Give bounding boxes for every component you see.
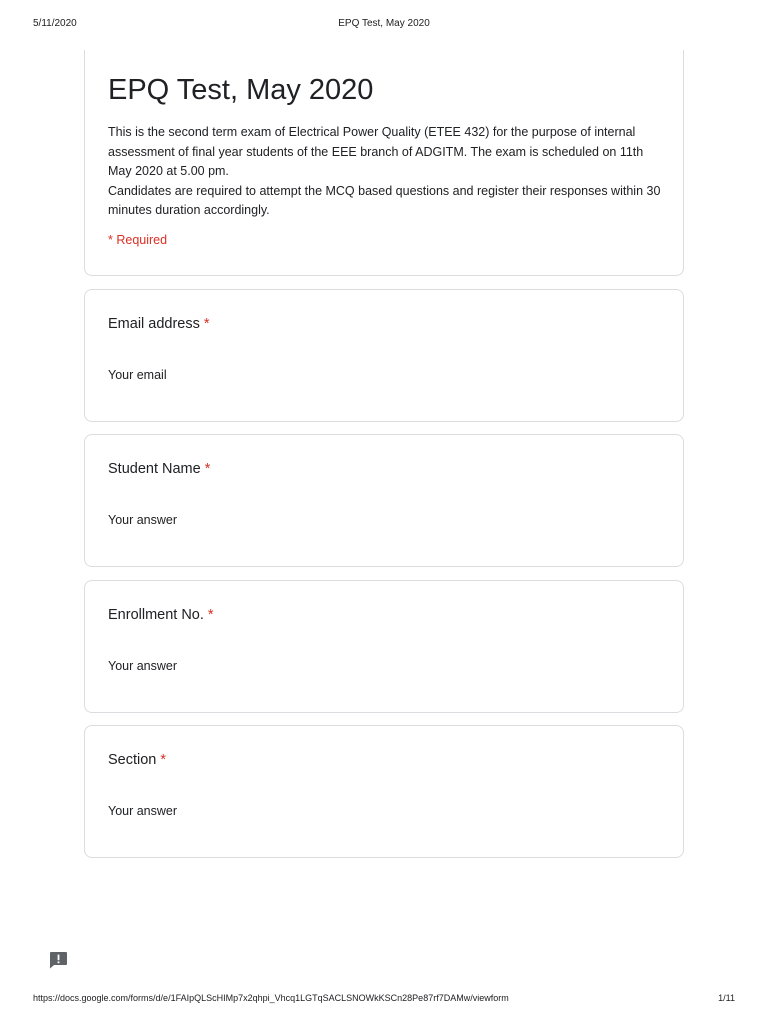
question-card-section [84, 725, 684, 858]
form-description-line: This is the second term exam of Electrical Power Quality (ETEE 432) for the purpose of internal assessment of final year students of the EEE branch of ADGITM. The exam is scheduled on 11th May 2020 at 5.00 pm. [108, 125, 644, 178]
print-page-number: 1/11 [718, 993, 735, 1003]
print-date: 5/11/2020 [33, 18, 77, 29]
question-label [108, 461, 210, 477]
form-description-line: Candidates are required to attempt the MCQ based questions and register their responses within 30 minutes duration accordingly. [108, 183, 661, 217]
question-title: Student Name [108, 461, 201, 477]
feedback-icon[interactable] [49, 951, 68, 969]
enrollment-input[interactable]: Your answer [108, 659, 178, 673]
question-label [108, 316, 210, 332]
student-name-input[interactable]: Your answer [108, 513, 178, 527]
required-note: * Required [108, 233, 168, 247]
form-header-card [84, 50, 684, 276]
required-star: * [207, 607, 214, 623]
question-label [108, 752, 166, 768]
print-header [0, 18, 768, 32]
form-title: EPQ Test, May 2020 [108, 74, 374, 106]
question-title: Email address [108, 316, 200, 332]
feedback-icon-graphic [49, 951, 68, 969]
print-url: https://docs.google.com/forms/d/e/1FAIpQLScHIMp7x2qhpi_Vhcq1LGTqSACLSNOWkKSCn28Pe87rf7DAMw/viewform [33, 993, 509, 1003]
question-title: Section [108, 752, 157, 768]
form-description [108, 123, 663, 221]
required-star: * [160, 752, 167, 768]
required-star: * [203, 316, 210, 332]
question-card-student-name [84, 434, 684, 567]
email-input[interactable]: Your email [108, 368, 167, 382]
question-label [108, 607, 214, 623]
print-title: EPQ Test, May 2020 [338, 18, 430, 29]
question-card-enrollment [84, 580, 684, 713]
question-title: Enrollment No. [108, 607, 204, 623]
section-input[interactable]: Your answer [108, 804, 178, 818]
required-star: * [204, 461, 211, 477]
question-card-email [84, 289, 684, 422]
